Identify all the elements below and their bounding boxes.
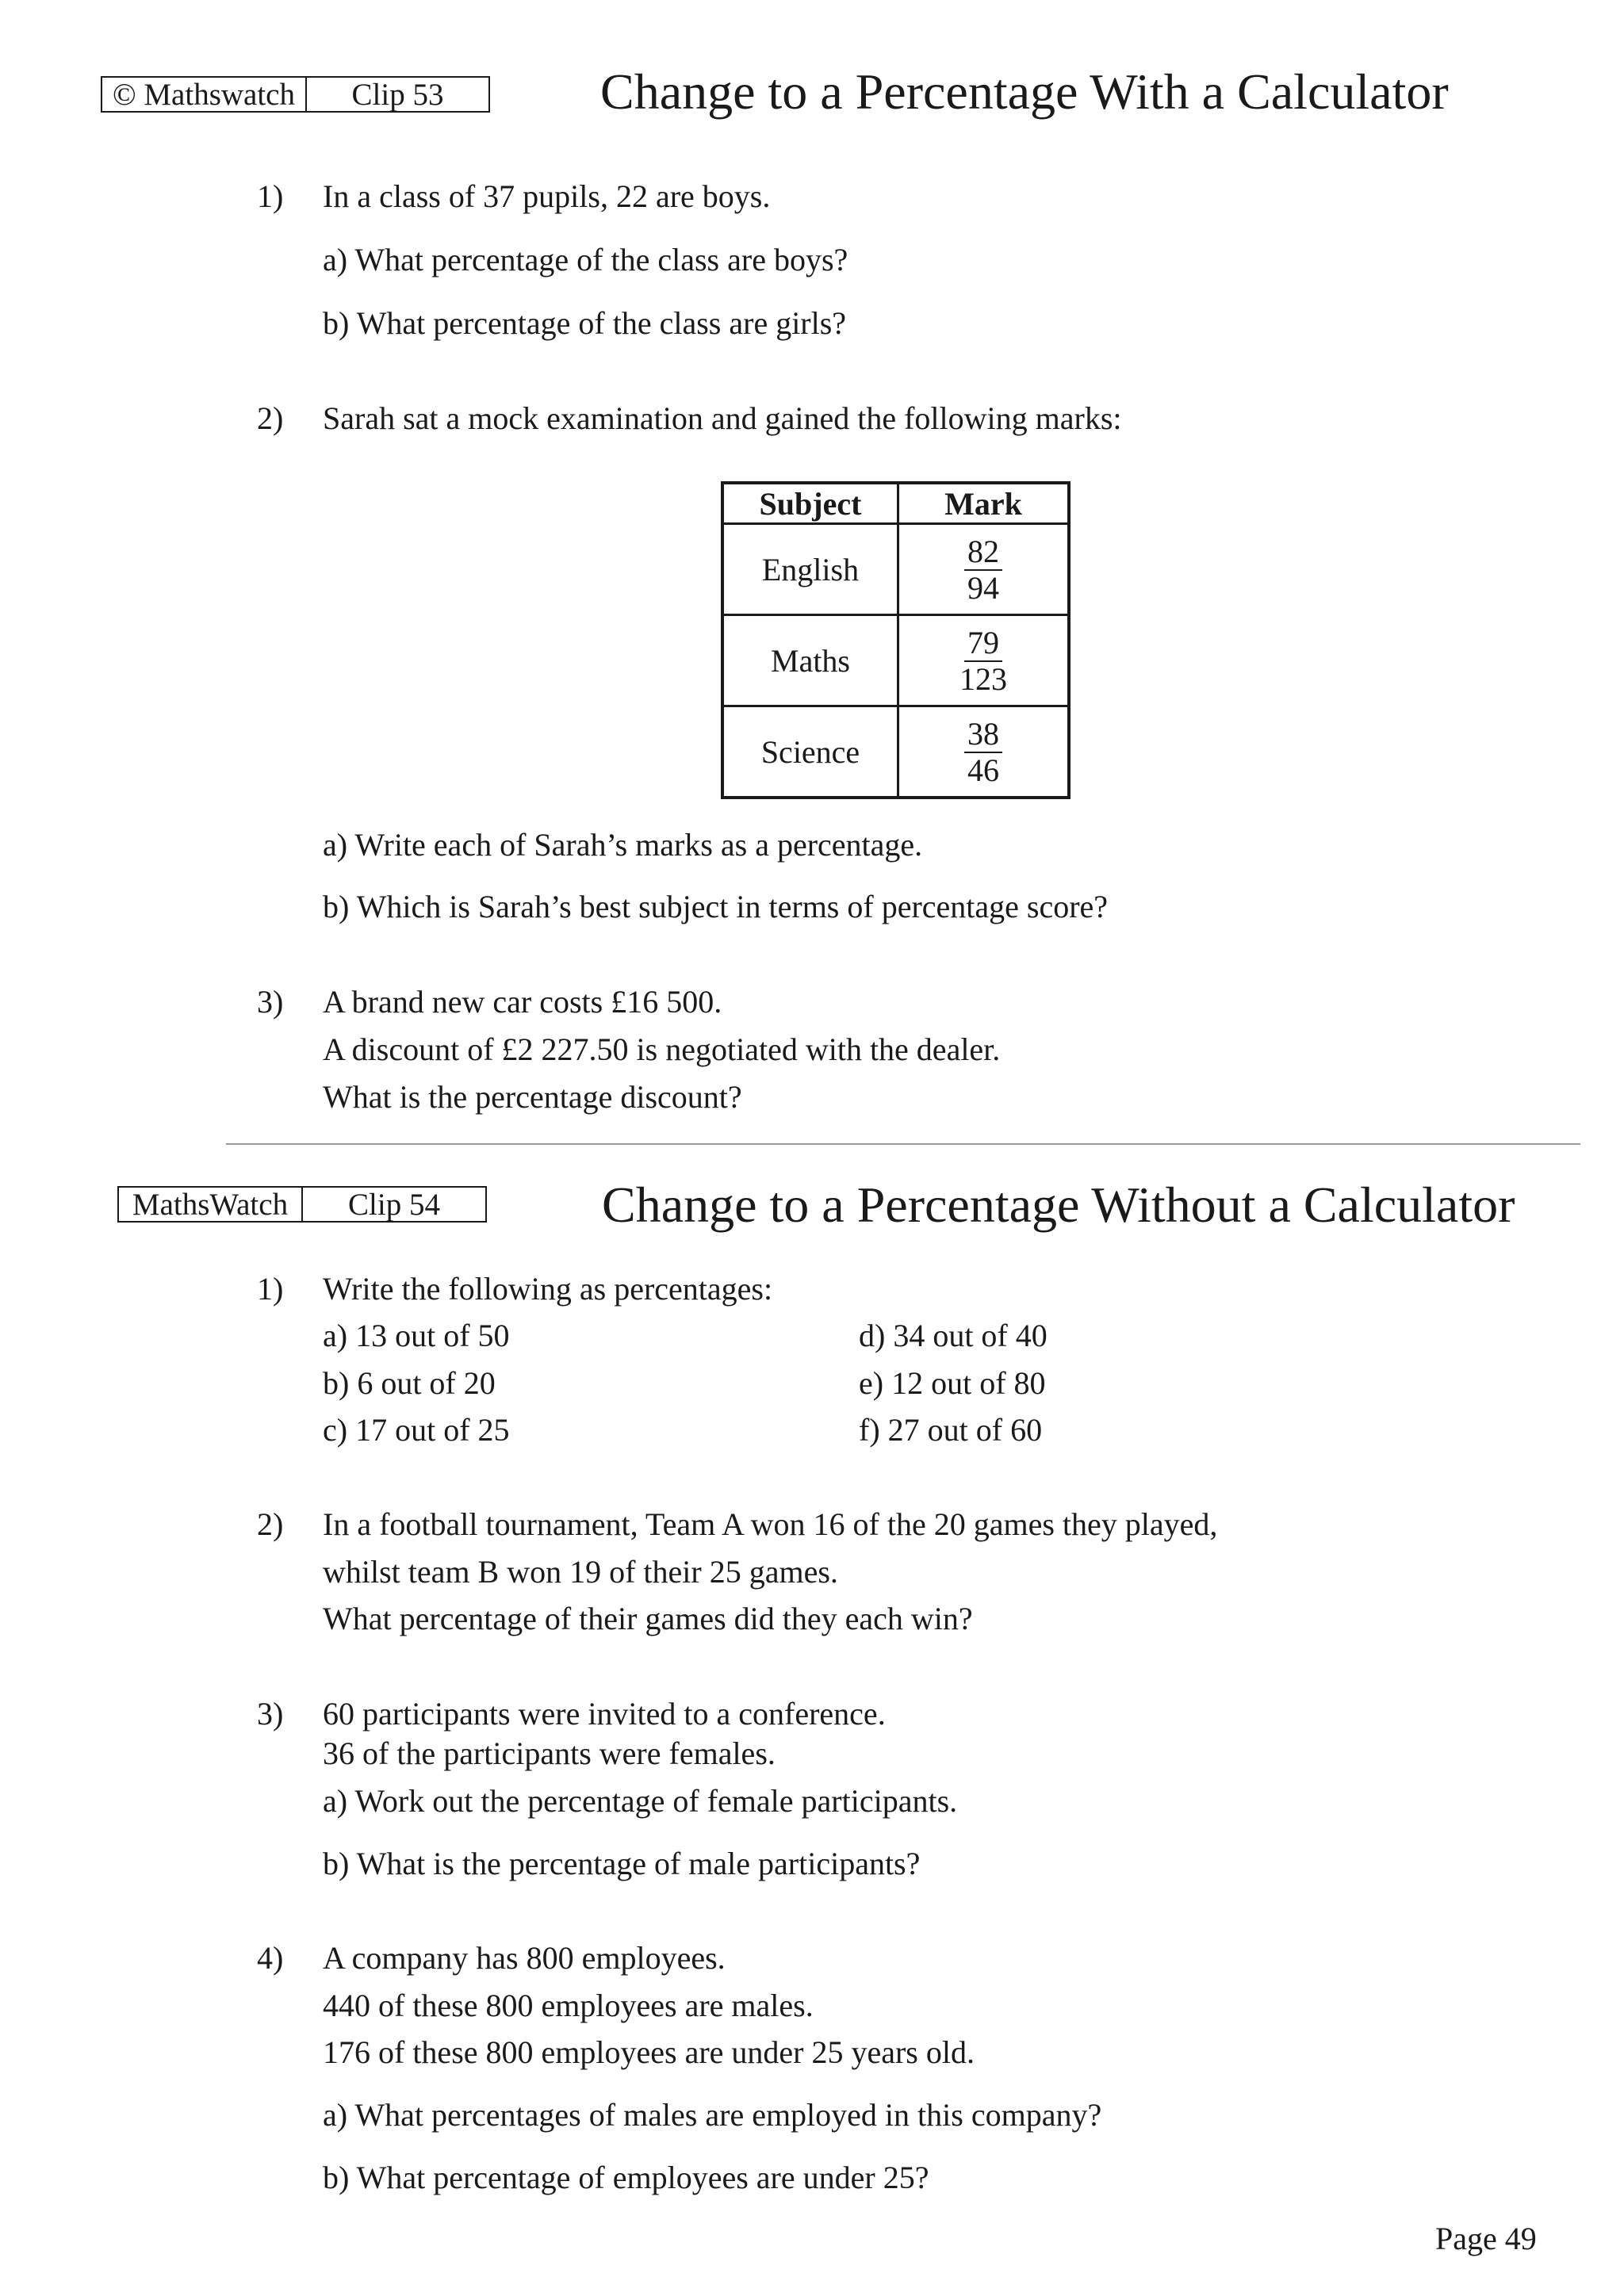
fraction-numerator: 38: [964, 717, 1002, 753]
question-number: 1): [257, 1271, 284, 1307]
question-number: 4): [257, 1940, 284, 1976]
subject-cell: Maths: [722, 615, 898, 706]
question-text: 60 participants were invited to a conference.: [323, 1696, 886, 1732]
page-number: Page 49: [1435, 2221, 1537, 2256]
question-number: 3): [257, 984, 284, 1020]
question-text: whilst team B won 19 of their 25 games.: [323, 1554, 838, 1590]
mark-cell: [898, 524, 1070, 615]
mark-fraction: [964, 534, 1002, 606]
question-text: 36 of the participants were females.: [323, 1735, 776, 1771]
table-header-subject: Subject: [722, 483, 898, 524]
mark-fraction: [964, 717, 1002, 788]
section-title: Change to a Percentage Without a Calculator: [602, 1177, 1515, 1233]
clip-header-box: [101, 76, 490, 113]
question-part: a) Write each of Sarah’s marks as a percentage.: [323, 827, 923, 863]
fraction-numerator: 82: [964, 534, 1002, 571]
question-part: a) Work out the percentage of female participants.: [323, 1783, 958, 1819]
fraction-denominator: 94: [967, 570, 999, 606]
question-part: b) What is the percentage of male participants?: [323, 1846, 921, 1881]
table-header-mark: Mark: [898, 483, 1070, 524]
question-part: f) 27 out of 60: [859, 1412, 1043, 1448]
question-text: In a football tournament, Team A won 16 of the 20 games they played,: [323, 1506, 1218, 1542]
question-part: e) 12 out of 80: [859, 1365, 1046, 1401]
mark-cell: [898, 706, 1070, 798]
question-part: b) 6 out of 20: [323, 1365, 496, 1401]
question-text: A brand new car costs £16 500.: [323, 984, 722, 1020]
question-text: 176 of these 800 employees are under 25 years old.: [323, 2034, 975, 2070]
question-text: A company has 800 employees.: [323, 1940, 726, 1976]
mark-fraction: [959, 626, 1007, 697]
question-text: What is the percentage discount?: [323, 1079, 742, 1115]
question-number: 2): [257, 1506, 284, 1542]
question-part: d) 34 out of 40: [859, 1318, 1048, 1353]
question-part: a) What percentage of the class are boys?: [323, 242, 848, 277]
fraction-denominator: 46: [967, 752, 999, 788]
question-part: b) What percentage of employees are under 25?: [323, 2160, 929, 2195]
question-part: c) 17 out of 25: [323, 1412, 510, 1448]
brand-label: MathsWatch: [119, 1188, 303, 1221]
fraction-numerator: 79: [964, 626, 1002, 662]
clip-label: Clip 53: [351, 78, 444, 112]
marks-table: [721, 481, 1071, 799]
question-text: A discount of £2 227.50 is negotiated with the dealer.: [323, 1031, 1001, 1067]
question-text: In a class of 37 pupils, 22 are boys.: [323, 178, 771, 214]
clip-label: Clip 54: [348, 1188, 440, 1222]
question-text: What percentage of their games did they each win?: [323, 1601, 973, 1636]
question-part: b) Which is Sarah’s best subject in terms of percentage score?: [323, 889, 1109, 924]
question-number: 2): [257, 400, 284, 436]
section-divider: [226, 1143, 1580, 1145]
question-part: b) What percentage of the class are girls?: [323, 305, 847, 341]
question-text: 440 of these 800 employees are males.: [323, 1988, 814, 2023]
fraction-denominator: 123: [959, 661, 1007, 697]
subject-cell: Science: [722, 706, 898, 798]
question-part: a) 13 out of 50: [323, 1318, 510, 1353]
clip-header-box: [117, 1186, 487, 1223]
question-text: Sarah sat a mock examination and gained the following marks:: [323, 400, 1122, 436]
question-part: a) What percentages of males are employed in this company?: [323, 2097, 1102, 2133]
brand-label: © Mathswatch: [102, 78, 307, 111]
table-row: [722, 706, 1069, 798]
question-number: 1): [257, 178, 284, 214]
question-number: 3): [257, 1696, 284, 1732]
mark-cell: [898, 615, 1070, 706]
section-title: Change to a Percentage With a Calculator: [600, 63, 1449, 120]
question-text: Write the following as percentages:: [323, 1271, 773, 1307]
table-row: [722, 524, 1069, 615]
table-row: [722, 615, 1069, 706]
subject-cell: English: [722, 524, 898, 615]
